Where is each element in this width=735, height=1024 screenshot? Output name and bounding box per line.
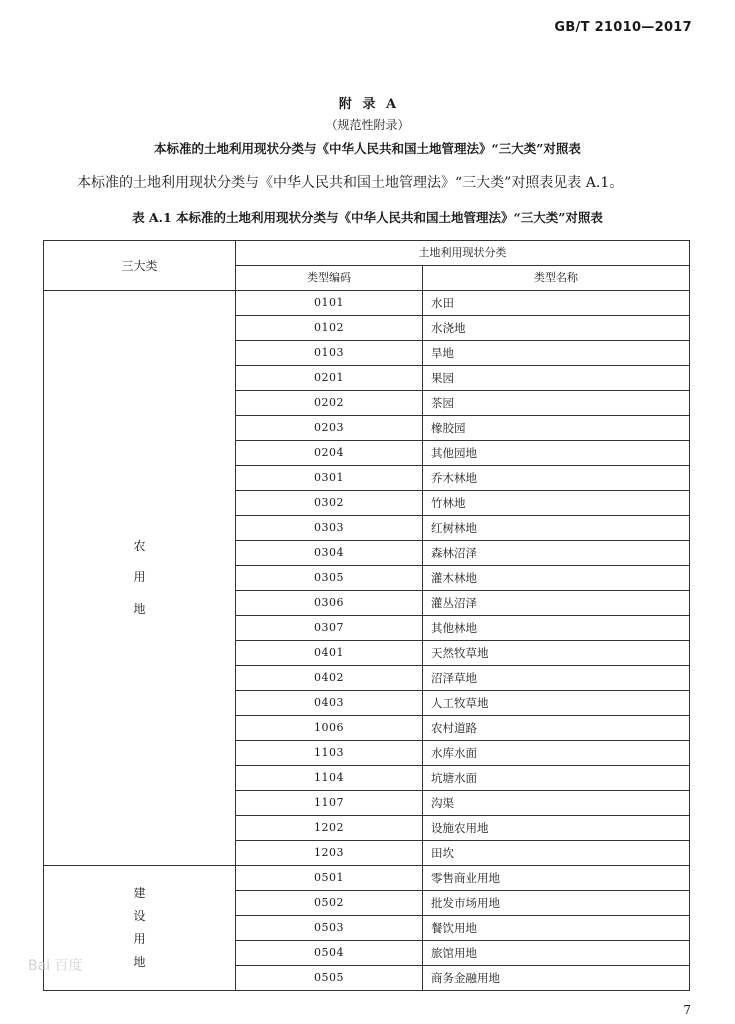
table-row — [44, 866, 690, 891]
type-code-cell: 0401 — [236, 641, 423, 666]
category-char: 地 — [133, 601, 146, 616]
type-name-cell: 坑塘水面 — [423, 766, 690, 791]
type-name-cell: 水浇地 — [423, 316, 690, 341]
type-code-cell: 0101 — [236, 291, 423, 316]
type-code-cell: 0102 — [236, 316, 423, 341]
type-code-cell: 0202 — [236, 391, 423, 416]
type-code-cell: 0301 — [236, 466, 423, 491]
type-code-cell: 1104 — [236, 766, 423, 791]
type-name-cell: 设施农用地 — [423, 816, 690, 841]
category-char: 建 — [133, 886, 146, 901]
type-code-cell: 0303 — [236, 516, 423, 541]
table-caption: 表 A.1 本标准的土地利用现状分类与《中华人民共和国土地管理法》“三大类”对照表 — [132, 210, 603, 225]
type-name-cell: 果园 — [423, 366, 690, 391]
type-code-cell: 0304 — [236, 541, 423, 566]
category-cell — [44, 291, 236, 866]
appendix-heading: 本标准的土地利用现状分类与《中华人民共和国土地管理法》“三大类”对照表 — [154, 141, 581, 156]
type-code-cell: 0305 — [236, 566, 423, 591]
appendix-subtitle: （规范性附录） — [325, 118, 410, 132]
header-category: 三大类 — [44, 241, 236, 291]
type-name-cell: 其他园地 — [423, 441, 690, 466]
type-name-cell: 农村道路 — [423, 716, 690, 741]
type-name-cell: 森林沼泽 — [423, 541, 690, 566]
header-name: 类型名称 — [423, 266, 690, 291]
type-name-cell: 灌丛沼泽 — [423, 591, 690, 616]
type-code-cell: 0203 — [236, 416, 423, 441]
type-name-cell: 橡胶园 — [423, 416, 690, 441]
type-name-cell: 乔木林地 — [423, 466, 690, 491]
category-char: 用 — [133, 570, 146, 585]
type-code-cell: 1107 — [236, 791, 423, 816]
category-char: 地 — [133, 954, 146, 969]
category-char: 农 — [133, 539, 146, 554]
page-number: 7 — [683, 1003, 691, 1017]
type-code-cell: 0504 — [236, 941, 423, 966]
type-name-cell: 红树林地 — [423, 516, 690, 541]
type-code-cell: 1202 — [236, 816, 423, 841]
header-group: 土地利用现状分类 — [236, 241, 690, 266]
type-code-cell: 0505 — [236, 966, 423, 991]
type-name-cell: 茶园 — [423, 391, 690, 416]
intro-paragraph: 本标准的土地利用现状分类与《中华人民共和国土地管理法》“三大类”对照表见表 A.1。 — [77, 175, 624, 191]
type-name-cell: 灌木林地 — [423, 566, 690, 591]
type-name-cell: 沟渠 — [423, 791, 690, 816]
category-char: 设 — [133, 909, 146, 924]
type-name-cell: 零售商业用地 — [423, 866, 690, 891]
appendix-title: 附 录 A — [338, 97, 397, 112]
table-row — [44, 291, 690, 316]
type-code-cell: 1006 — [236, 716, 423, 741]
type-code-cell: 0402 — [236, 666, 423, 691]
type-name-cell: 水田 — [423, 291, 690, 316]
type-code-cell: 0103 — [236, 341, 423, 366]
type-name-cell: 竹林地 — [423, 491, 690, 516]
type-code-cell: 0201 — [236, 366, 423, 391]
type-name-cell: 旅馆用地 — [423, 941, 690, 966]
type-code-cell: 1203 — [236, 841, 423, 866]
type-name-cell: 餐饮用地 — [423, 916, 690, 941]
type-code-cell: 0306 — [236, 591, 423, 616]
standard-number: GB/T 21010—2017 — [554, 20, 692, 35]
type-code-cell: 0501 — [236, 866, 423, 891]
type-code-cell: 0302 — [236, 491, 423, 516]
type-code-cell: 1103 — [236, 741, 423, 766]
type-name-cell: 水库水面 — [423, 741, 690, 766]
type-code-cell: 0403 — [236, 691, 423, 716]
classification-table — [43, 240, 690, 991]
type-name-cell: 旱地 — [423, 341, 690, 366]
type-code-cell: 0503 — [236, 916, 423, 941]
type-code-cell: 0204 — [236, 441, 423, 466]
type-code-cell: 0307 — [236, 616, 423, 641]
type-name-cell: 天然牧草地 — [423, 641, 690, 666]
type-name-cell: 批发市场用地 — [423, 891, 690, 916]
type-name-cell: 田坎 — [423, 841, 690, 866]
type-name-cell: 沼泽草地 — [423, 666, 690, 691]
header-code: 类型编码 — [236, 266, 423, 291]
type-name-cell: 其他林地 — [423, 616, 690, 641]
type-name-cell: 商务金融用地 — [423, 966, 690, 991]
type-name-cell: 人工牧草地 — [423, 691, 690, 716]
type-code-cell: 0502 — [236, 891, 423, 916]
watermark: Bai 百度 — [28, 958, 83, 974]
table-body — [44, 291, 690, 991]
category-char: 用 — [133, 931, 146, 946]
